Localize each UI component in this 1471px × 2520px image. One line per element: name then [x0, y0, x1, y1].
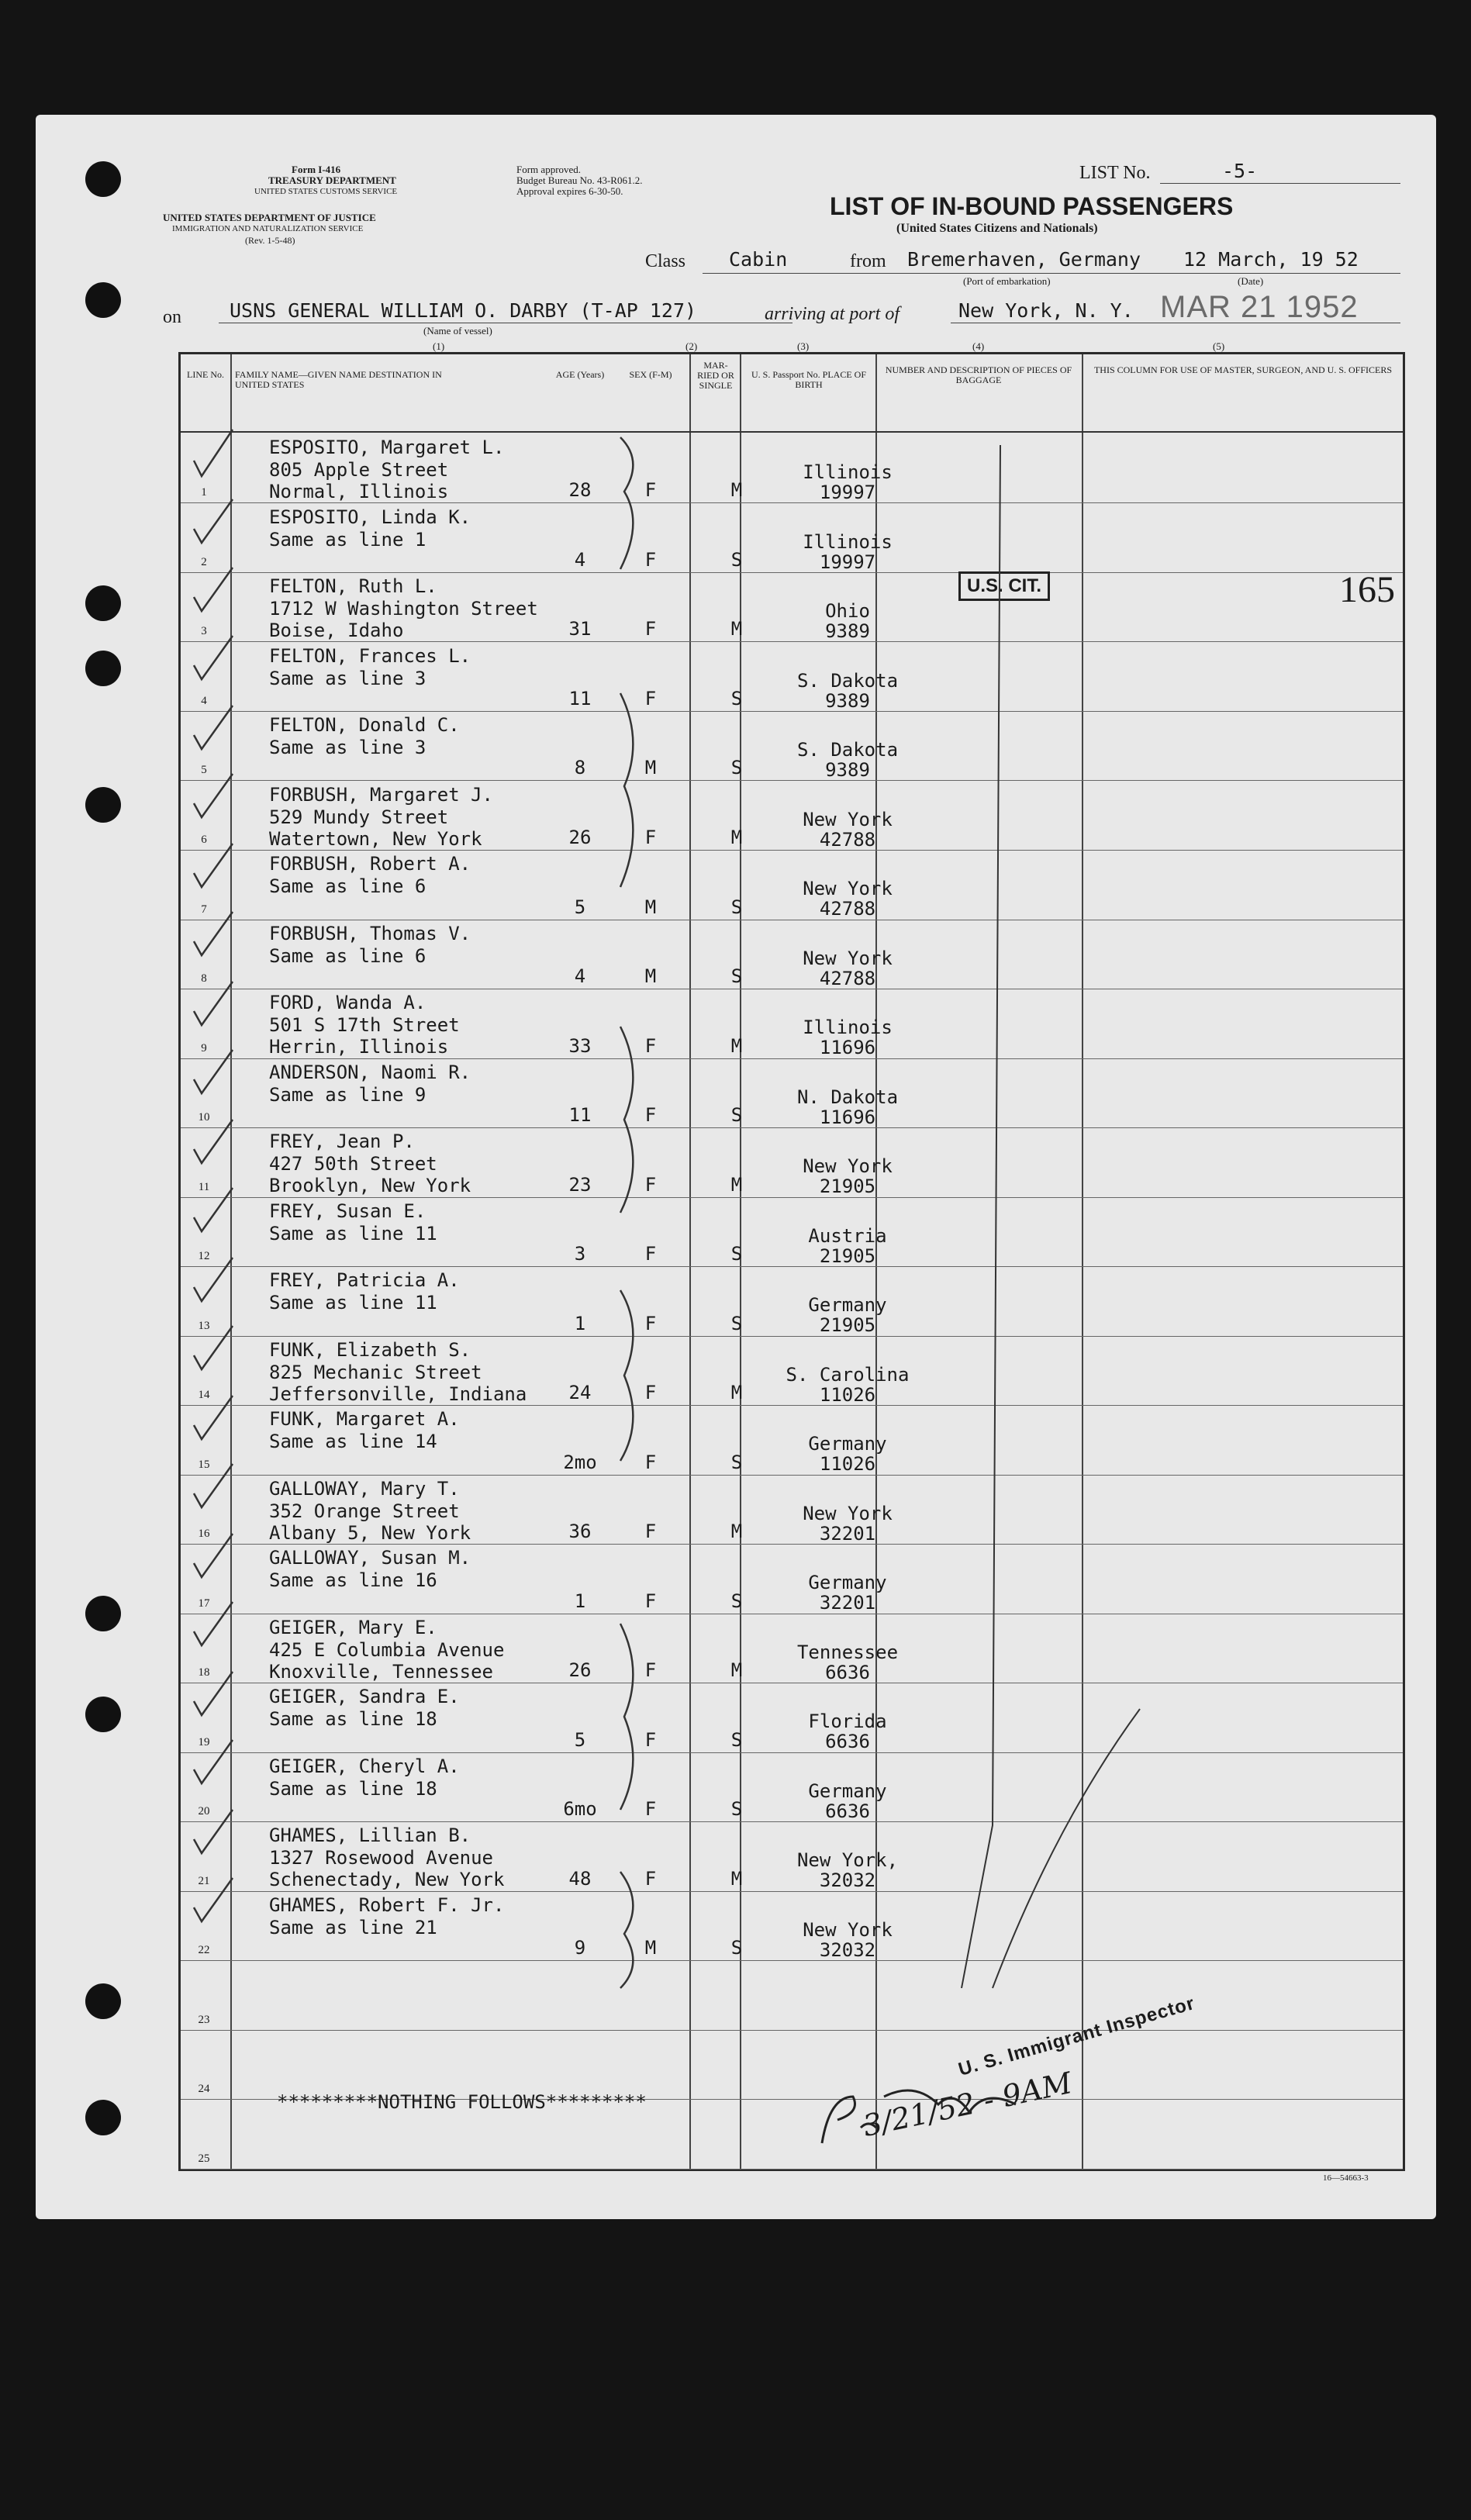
birthplace-cell: New York,: [796, 1849, 899, 1872]
marital-status-cell: S: [730, 1937, 743, 1959]
sex-cell: F: [644, 1243, 657, 1265]
marital-status-cell: M: [730, 479, 743, 502]
marital-status-cell: M: [730, 1521, 743, 1543]
us-citizen-stamp: U.S. CIT.: [958, 571, 1050, 601]
sex-cell: F: [644, 1312, 657, 1334]
customs-service: UNITED STATES CUSTOMS SERVICE: [254, 187, 398, 196]
embarkation-port: Bremerhaven, Germany: [907, 248, 1141, 271]
address-line: Same as line 3: [269, 737, 426, 759]
line-number: 16: [198, 1528, 210, 1541]
line-number: 5: [201, 764, 207, 777]
address-line: 427 50th Street: [269, 1153, 437, 1175]
page-subtitle: (United States Citizens and Nationals): [896, 222, 1098, 235]
age-cell: 1: [574, 1590, 586, 1612]
sex-cell: F: [644, 1867, 657, 1890]
marital-status-cell: S: [730, 1243, 743, 1265]
passport-number-cell: 21905: [819, 1314, 876, 1337]
passenger-name: GEIGER, Mary E.: [269, 1616, 437, 1638]
sex-cell: F: [644, 687, 657, 709]
class-rule: [703, 273, 1400, 274]
passenger-name: FORD, Wanda A.: [269, 992, 426, 1014]
address-line: Same as line 3: [269, 667, 426, 689]
city-line: Boise, Idaho: [269, 620, 404, 642]
address-line: 529 Mundy Street: [269, 806, 449, 828]
embarkation-date: 12 March, 19 52: [1183, 248, 1359, 271]
sex-cell: F: [644, 1590, 657, 1612]
page-title: LIST OF IN-BOUND PASSENGERS: [830, 192, 1234, 220]
address-line: Same as line 1: [269, 528, 426, 551]
address-line: Same as line 21: [269, 1916, 437, 1938]
line-number: 1: [201, 486, 207, 499]
address-line: Same as line 6: [269, 875, 426, 898]
marital-status-cell: M: [730, 1382, 743, 1404]
age-cell: 26: [568, 1659, 592, 1682]
age-cell: 11: [568, 687, 592, 709]
age-cell: 9: [574, 1937, 586, 1959]
punch-hole: [85, 1983, 121, 2019]
address-line: 805 Apple Street: [269, 459, 449, 481]
marital-status-cell: M: [730, 826, 743, 848]
arrival-date-stamp: MAR 21 1952: [1160, 290, 1359, 324]
col-header-age: AGE (Years): [555, 369, 605, 380]
passenger-name: ESPOSITO, Linda K.: [269, 506, 471, 528]
passport-number-cell: 9389: [825, 689, 870, 712]
birthplace-cell: Austria: [808, 1224, 887, 1247]
passport-number-cell: 11696: [819, 1106, 876, 1128]
vessel-caption: (Name of vessel): [423, 325, 492, 337]
sex-cell: F: [644, 1728, 657, 1751]
line-number: 23: [198, 2013, 210, 2026]
marital-status-cell: S: [730, 1728, 743, 1751]
treasury-dept: TREASURY DEPARTMENT: [268, 174, 396, 186]
list-no-label: LIST No.: [1079, 163, 1151, 183]
arrival-port: New York, N. Y.: [958, 299, 1134, 322]
sex-cell: F: [644, 1104, 657, 1127]
marital-status-cell: S: [730, 1104, 743, 1127]
passport-number-cell: 9389: [825, 620, 870, 643]
line-number: 7: [201, 903, 207, 916]
birthplace-cell: Illinois: [803, 461, 893, 483]
inspector-signature: [822, 2090, 1016, 2143]
col-header-line: LINE No.: [187, 369, 224, 380]
line-number: 8: [201, 972, 207, 986]
age-cell: 4: [574, 965, 586, 988]
sex-cell: F: [644, 826, 657, 848]
class-label: Class: [645, 251, 686, 271]
city-line: Normal, Illinois: [269, 481, 449, 502]
line-number: 2: [201, 555, 207, 568]
passenger-name: GEIGER, Cheryl A.: [269, 1755, 460, 1777]
age-cell: 5: [574, 1728, 586, 1751]
col-header-name: FAMILY NAME—GIVEN NAME DESTINATION IN UNITED STATES: [235, 369, 442, 390]
line-number: 20: [198, 1805, 210, 1818]
passenger-name: FELTON, Frances L.: [269, 644, 471, 667]
passport-number-cell: 32032: [819, 1938, 876, 1961]
punch-hole: [85, 651, 121, 686]
birthplace-cell: S. Carolina: [786, 1363, 910, 1386]
line-number: 6: [201, 833, 207, 846]
age-cell: 4: [574, 548, 586, 571]
city-line: Brooklyn, New York: [269, 1175, 471, 1197]
birthplace-cell: New York: [803, 878, 893, 900]
marital-status-cell: S: [730, 687, 743, 709]
age-cell: 6mo: [563, 1798, 597, 1821]
passenger-name: FORBUSH, Thomas V.: [269, 922, 471, 944]
line-number: 19: [198, 1735, 210, 1748]
col-number-1: (1): [433, 340, 445, 352]
passenger-name: ESPOSITO, Margaret L.: [269, 437, 505, 458]
revision-date: (Rev. 1-5-48): [245, 235, 295, 246]
sex-cell: F: [644, 618, 657, 640]
address-line: 501 S 17th Street: [269, 1014, 460, 1037]
passenger-name: FUNK, Margaret A.: [269, 1408, 460, 1431]
justice-dept: UNITED STATES DEPARTMENT OF JUSTICE: [163, 212, 376, 223]
sex-cell: F: [644, 1034, 657, 1057]
ins-service: IMMIGRATION AND NATURALIZATION SERVICE: [172, 224, 364, 233]
passport-number-cell: 11026: [819, 1383, 876, 1406]
passport-number-cell: 9389: [825, 759, 870, 782]
city-line: Schenectady, New York: [269, 1869, 505, 1891]
birthplace-cell: S. Dakota: [796, 739, 899, 761]
arriving-label: arriving at port of: [765, 304, 900, 324]
birthplace-cell: Germany: [808, 1294, 887, 1317]
line-number: 3: [201, 625, 207, 638]
passenger-name: GEIGER, Sandra E.: [269, 1686, 460, 1708]
marital-status-cell: M: [730, 618, 743, 640]
col-header-sex: SEX (F-M): [629, 369, 672, 380]
col-header-baggage: NUMBER AND DESCRIPTION OF PIECES OF BAGGAGE: [885, 364, 1072, 385]
address-line: Same as line 11: [269, 1292, 437, 1314]
birthplace-cell: Germany: [808, 1572, 887, 1594]
col-number-3: (3): [797, 340, 810, 352]
marital-status-cell: S: [730, 1312, 743, 1334]
marital-status-cell: S: [730, 548, 743, 571]
passport-number-cell: 11696: [819, 1037, 876, 1059]
age-cell: 31: [568, 618, 592, 640]
birthplace-cell: New York: [803, 947, 893, 969]
sex-cell: F: [644, 1173, 657, 1196]
sex-cell: M: [644, 757, 657, 779]
marital-status-cell: M: [730, 1173, 743, 1196]
marital-status-cell: S: [730, 757, 743, 779]
age-cell: 1: [574, 1312, 586, 1334]
from-label: from: [850, 251, 886, 271]
age-cell: 2mo: [563, 1451, 597, 1473]
birthplace-cell: N. Dakota: [796, 1086, 899, 1108]
form-approved: Form approved.: [516, 164, 582, 175]
birthplace-cell: Germany: [808, 1780, 887, 1802]
passport-number-cell: 32201: [819, 1522, 876, 1545]
passport-number-cell: 6636: [825, 1731, 870, 1753]
birthplace-cell: S. Dakota: [796, 669, 899, 692]
age-cell: 33: [568, 1034, 592, 1057]
passenger-name: FUNK, Elizabeth S.: [269, 1338, 471, 1361]
passenger-name: FORBUSH, Margaret J.: [269, 783, 493, 806]
officer-count: 165: [1339, 569, 1395, 610]
passport-number-cell: 19997: [819, 482, 876, 503]
sex-cell: M: [644, 965, 657, 988]
vessel-name: USNS GENERAL WILLIAM O. DARBY (T-AP 127): [230, 299, 697, 322]
city-line: Jeffersonville, Indiana: [269, 1383, 527, 1405]
passenger-name: GALLOWAY, Susan M.: [269, 1547, 471, 1569]
address-line: Same as line 18: [269, 1777, 437, 1800]
city-line: Albany 5, New York: [269, 1521, 471, 1544]
birthplace-cell: Ohio: [825, 600, 870, 623]
punch-hole: [85, 1697, 121, 1732]
marital-status-cell: M: [730, 1034, 743, 1057]
budget-bureau: Budget Bureau No. 43-R061.2.: [516, 174, 643, 186]
family-brackets: [620, 437, 633, 1988]
passport-number-cell: 21905: [819, 1244, 876, 1267]
line-number: 4: [201, 694, 207, 707]
address-line: 425 E Columbia Avenue: [269, 1638, 505, 1661]
punch-hole: [85, 585, 121, 621]
handwritten-marks: [178, 352, 1400, 2166]
address-line: 825 Mechanic Street: [269, 1361, 482, 1383]
line-number: 18: [198, 1666, 210, 1679]
line-number: 11: [198, 1180, 210, 1193]
passport-number-cell: 6636: [825, 1800, 870, 1822]
birthplace-cell: Germany: [808, 1433, 887, 1455]
class-value: Cabin: [729, 248, 788, 271]
col-header-passport: U. S. Passport No. PLACE OF BIRTH: [751, 369, 867, 390]
line-number: 22: [198, 1944, 210, 1957]
birthplace-cell: New York: [803, 1155, 893, 1178]
passenger-name: FELTON, Donald C.: [269, 714, 460, 737]
age-cell: 11: [568, 1104, 592, 1127]
address-line: Same as line 18: [269, 1708, 437, 1731]
birthplace-cell: New York: [803, 808, 893, 830]
age-cell: 26: [568, 826, 592, 848]
sex-cell: F: [644, 548, 657, 571]
punch-hole: [85, 2100, 121, 2135]
marital-status-cell: M: [730, 1867, 743, 1890]
passport-number-cell: 42788: [819, 828, 876, 851]
col-number-2: (2): [685, 340, 698, 352]
address-line: Same as line 16: [269, 1569, 437, 1592]
age-cell: 28: [568, 479, 592, 502]
passport-number-cell: 42788: [819, 967, 876, 989]
on-label: on: [163, 307, 181, 327]
port-caption: (Port of embarkation): [963, 275, 1051, 287]
list-no-value: -5-: [1222, 160, 1258, 182]
address-line: Same as line 11: [269, 1222, 437, 1244]
passport-number-cell: 21905: [819, 1175, 876, 1198]
passport-number-cell: 6636: [825, 1661, 870, 1683]
marital-status-cell: S: [730, 1451, 743, 1473]
sex-cell: F: [644, 1798, 657, 1821]
age-cell: 3: [574, 1243, 586, 1265]
age-cell: 36: [568, 1521, 592, 1543]
baggage-line: [962, 445, 1140, 1988]
approval-expires: Approval expires 6-30-50.: [516, 185, 623, 197]
city-line: Knoxville, Tennessee: [269, 1660, 493, 1683]
form-number: Form I-416: [292, 164, 341, 175]
address-line: Same as line 6: [269, 944, 426, 967]
line-number: 12: [198, 1250, 210, 1263]
line-number: 9: [201, 1041, 207, 1055]
city-line: Herrin, Illinois: [269, 1036, 449, 1058]
inspector-stamp: U. S. Immigrant Inspector: [956, 1992, 1197, 2080]
birthplace-cell: Illinois: [803, 1017, 893, 1039]
marital-status-cell: M: [730, 1659, 743, 1682]
line-number: 24: [198, 2083, 210, 2096]
passport-number-cell: 42788: [819, 898, 876, 920]
passenger-name: GHAMES, Robert F. Jr.: [269, 1893, 505, 1916]
sex-cell: M: [644, 896, 657, 918]
sex-cell: F: [644, 1521, 657, 1543]
col-header-officers: THIS COLUMN FOR USE OF MASTER, SURGEON, AND U. S. OFFICERS: [1093, 364, 1393, 375]
line-number: 25: [198, 2152, 210, 2165]
passenger-name: FREY, Susan E.: [269, 1200, 426, 1222]
line-number: 15: [198, 1458, 210, 1471]
sex-cell: F: [644, 1382, 657, 1404]
marital-status-cell: S: [730, 965, 743, 988]
sex-cell: F: [644, 1659, 657, 1682]
sex-cell: M: [644, 1937, 657, 1959]
sex-cell: F: [644, 1451, 657, 1473]
city-line: Watertown, New York: [269, 827, 482, 850]
passport-number-cell: 19997: [819, 551, 876, 573]
line-number: 17: [198, 1597, 210, 1610]
address-line: 1327 Rosewood Avenue: [269, 1847, 493, 1869]
list-no-rule: [1160, 183, 1400, 184]
punch-hole: [85, 787, 121, 823]
age-cell: 5: [574, 896, 586, 918]
line-number: 13: [198, 1319, 210, 1332]
birthplace-cell: New York: [803, 1502, 893, 1524]
birthplace-cell: Illinois: [803, 530, 893, 553]
address-line: 352 Orange Street: [269, 1500, 460, 1522]
col-header-married: MAR-RIED OR SINGLE: [697, 360, 734, 391]
birthplace-cell: Tennessee: [796, 1641, 899, 1663]
line-number: 10: [198, 1111, 210, 1124]
marital-status-cell: S: [730, 896, 743, 918]
passenger-name: GALLOWAY, Mary T.: [269, 1477, 460, 1500]
line-number: 21: [198, 1874, 210, 1887]
col-number-5: (5): [1213, 340, 1225, 352]
nothing-follows: *********NOTHING FOLLOWS*********: [277, 2091, 647, 2113]
punch-hole: [85, 1596, 121, 1631]
line-number: 14: [198, 1389, 210, 1402]
birthplace-cell: Florida: [808, 1710, 887, 1733]
birthplace-cell: New York: [803, 1918, 893, 1941]
passenger-name: GHAMES, Lillian B.: [269, 1824, 471, 1847]
passenger-name: FREY, Patricia A.: [269, 1269, 460, 1292]
marital-status-cell: S: [730, 1798, 743, 1821]
address-line: 1712 W Washington Street: [269, 598, 538, 620]
footer-code: 16—54663-3: [1323, 2173, 1369, 2183]
address-line: Same as line 9: [269, 1083, 426, 1106]
passenger-name: FELTON, Ruth L.: [269, 575, 437, 598]
passport-number-cell: 32201: [819, 1592, 876, 1614]
col-number-4: (4): [972, 340, 985, 352]
passport-number-cell: 11026: [819, 1453, 876, 1476]
passenger-name: FORBUSH, Robert A.: [269, 853, 471, 875]
marital-status-cell: S: [730, 1590, 743, 1612]
check-marks: [194, 430, 233, 1921]
punch-hole: [85, 282, 121, 318]
address-line: Same as line 14: [269, 1431, 437, 1453]
age-cell: 23: [568, 1173, 592, 1196]
age-cell: 48: [568, 1867, 592, 1890]
manifest-sheet: [36, 115, 1436, 2219]
age-cell: 24: [568, 1382, 592, 1404]
passenger-name: ANDERSON, Naomi R.: [269, 1061, 471, 1083]
age-cell: 8: [574, 757, 586, 779]
passport-number-cell: 32032: [819, 1869, 876, 1892]
sex-cell: F: [644, 479, 657, 502]
punch-hole: [85, 161, 121, 197]
date-caption: (Date): [1238, 275, 1264, 287]
passenger-name: FREY, Jean P.: [269, 1131, 415, 1153]
inspection-date: 3/21/52 - 9AM: [860, 2066, 1076, 2144]
